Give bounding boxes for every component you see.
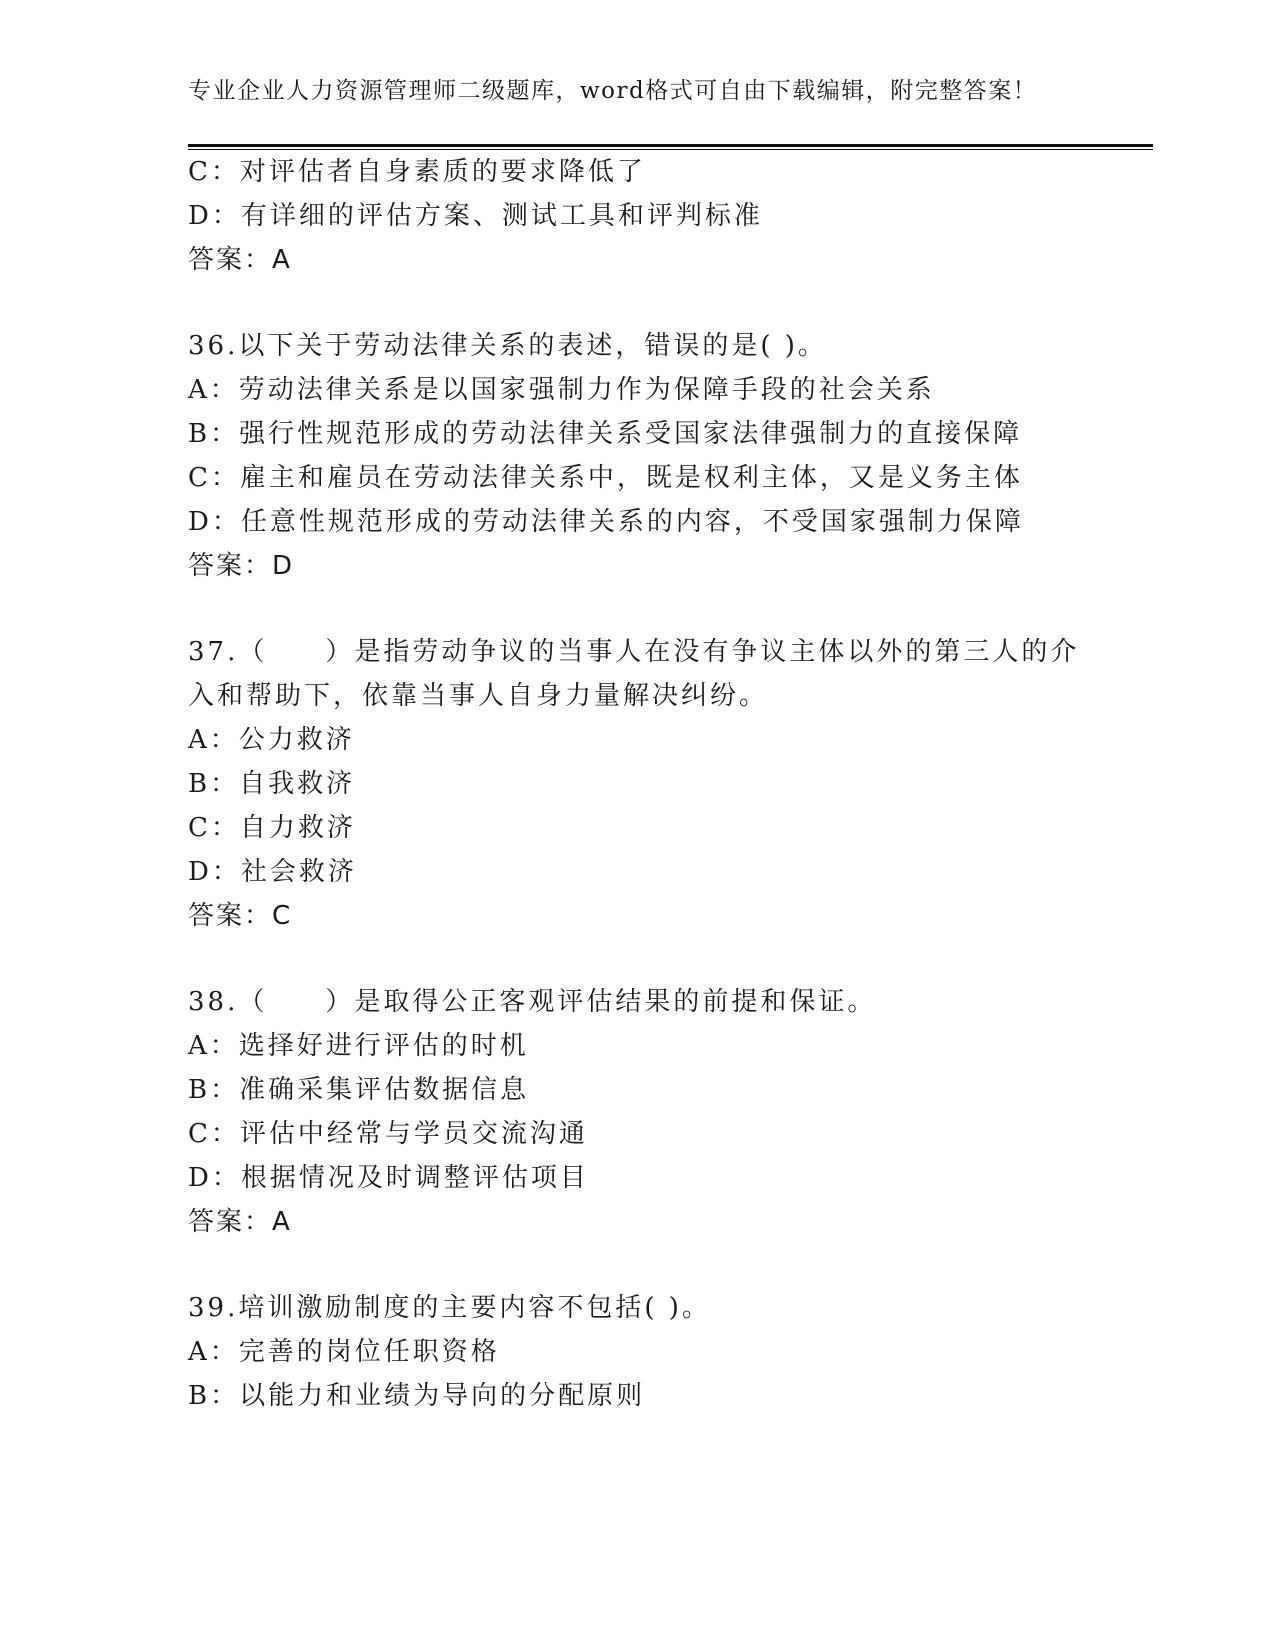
option-d-q36: D：任意性规范形成的劳动法律关系的内容，不受国家强制力保障 [188,507,1024,537]
header-rule [188,144,1153,151]
option-c-q38: C：评估中经常与学员交流沟通 [188,1119,588,1149]
header-rule-thin [188,149,1153,150]
question-39: 39.培训激励制度的主要内容不包括( )。 [188,1293,711,1323]
option-d-q38: D：根据情况及时调整评估项目 [188,1163,589,1193]
question-37-line-1: 37.（ ）是指劳动争议的当事人在没有争议主体以外的第三人的介 [188,637,1080,667]
option-c-q36: C：雇主和雇员在劳动法律关系中，既是权利主体，又是义务主体 [188,463,1023,493]
option-c-q35: C：对评估者自身素质的要求降低了 [188,157,646,187]
question-37-line-2: 入和帮助下，依靠当事人自身力量解决纠纷。 [188,681,769,711]
option-b-q36: B：强行性规范形成的劳动法律关系受国家法律强制力的直接保障 [188,419,1023,449]
answer-q37: 答案：C [188,901,293,931]
header-rule-thick [188,144,1153,147]
page-header: 专业企业人力资源管理师二级题库，word格式可自由下载编辑，附完整答案！ [188,78,1038,104]
option-a-q38: A：选择好进行评估的时机 [188,1031,529,1061]
option-c-q37: C：自力救济 [188,813,356,843]
answer-q35: 答案：A [188,245,292,275]
option-d-q35: D：有详细的评估方案、测试工具和评判标准 [188,201,763,231]
option-a-q36: A：劳动法律关系是以国家强制力作为保障手段的社会关系 [188,375,935,405]
question-36: 36.以下关于劳动法律关系的表述，错误的是( )。 [188,331,827,361]
option-a-q37: A：公力救济 [188,725,355,755]
answer-q38: 答案：A [188,1207,292,1237]
option-b-q37: B：自我救济 [188,769,356,799]
option-d-q37: D：社会救济 [188,857,357,887]
option-b-q39: B：以能力和业绩为导向的分配原则 [188,1381,646,1411]
question-38: 38.（ ）是取得公正客观评估结果的前提和保证。 [188,987,877,1017]
option-b-q38: B：准确采集评估数据信息 [188,1075,530,1105]
option-a-q39: A：完善的岗位任职资格 [188,1337,500,1367]
answer-q36: 答案：D [188,551,295,581]
